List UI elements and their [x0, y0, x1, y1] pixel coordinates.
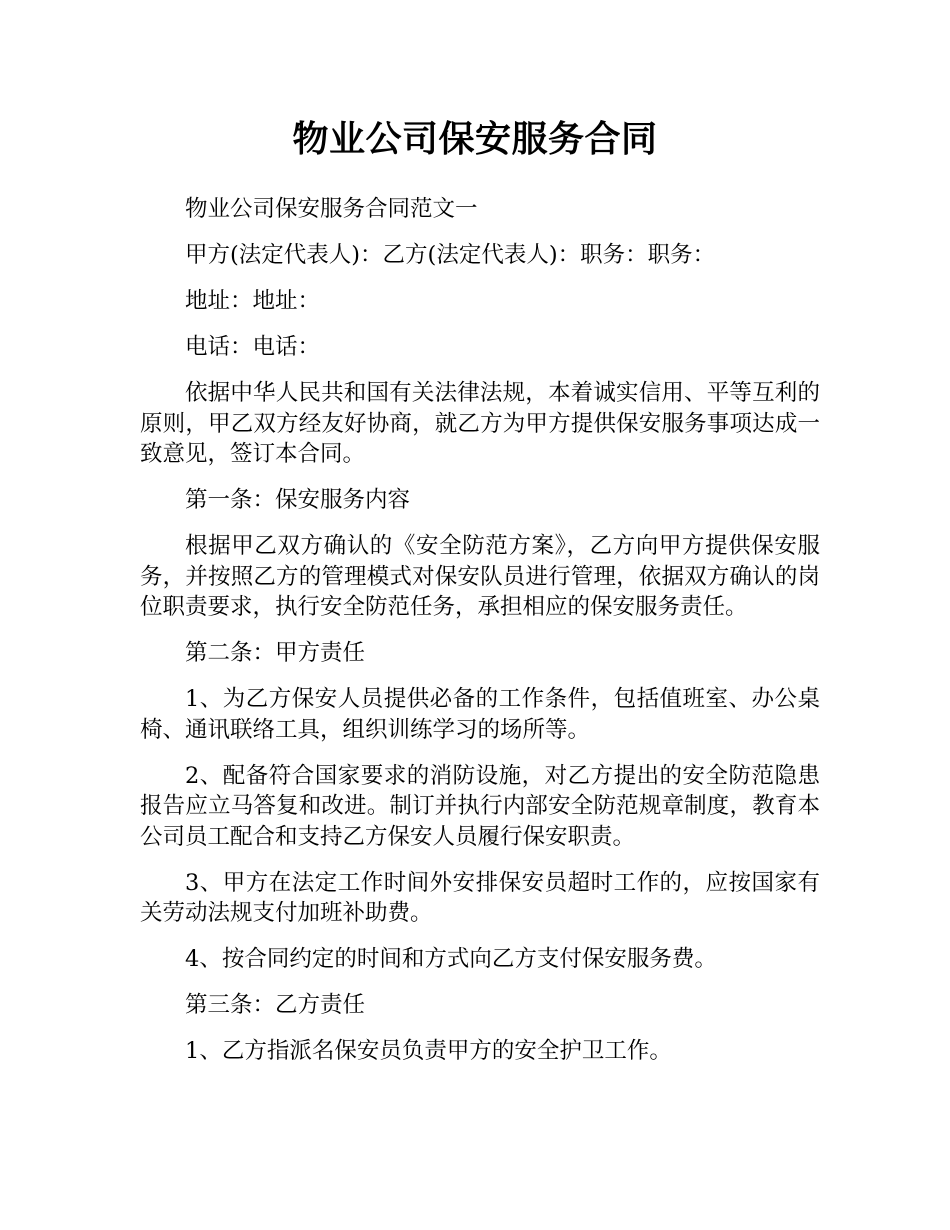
section-heading-3: 第三条：乙方责任 — [185, 992, 366, 1018]
document-title: 物业公司保安服务合同 — [292, 119, 658, 160]
paragraph-section-1: 根据甲乙双方确认的《安全防范方案》，乙方向甲方提供保安服务，并按照乙方的管理模式对保安队员进行管理，依据双方确认的岗位职责要求，执行安全防范任务，承担相应的保安服务责任。 — [140, 533, 820, 620]
paragraph-clause-3-1: 1、乙方指派名保安员负责甲方的安全护卫工作。 — [185, 1038, 672, 1064]
paragraph-clause-2-3: 3、甲方在法定工作时间外安排保安员超时工作的，应按国家有关劳动法规支付加班补助费。 — [140, 869, 820, 926]
paragraph-clause-2-1: 1、为乙方保安人员提供必备的工作条件，包括值班室、办公桌椅、通讯联络工具，组织训练学习的场所等。 — [140, 686, 820, 743]
paragraph-clause-2-4: 4、按合同约定的时间和方式向乙方支付保安服务费。 — [185, 946, 717, 972]
paragraph-preamble: 依据中华人民共和国有关法律法规，本着诚实信用、平等互利的原则，甲乙双方经友好协商，就乙方为甲方提供保安服务事项达成一致意见，签订本合同。 — [140, 380, 820, 467]
paragraph-parties: 甲方(法定代表人)：乙方(法定代表人)：职务：职务： — [185, 242, 716, 268]
paragraph-clause-2-2: 2、配备符合国家要求的消防设施，对乙方提出的安全防范隐患报告应立马答复和改进。制订并执行内部安全防范规章制度，教育本公司员工配合和支持乙方保安人员履行保安职责。 — [140, 762, 820, 850]
document-body — [140, 194, 820, 1082]
section-heading-1: 第一条：保安服务内容 — [185, 487, 411, 513]
paragraph-subtitle: 物业公司保安服务合同范文一 — [185, 196, 478, 222]
section-heading-2: 第二条：甲方责任 — [185, 640, 366, 666]
paragraph-phone: 电话：电话： — [185, 334, 321, 360]
paragraph-address: 地址：地址： — [185, 288, 321, 314]
